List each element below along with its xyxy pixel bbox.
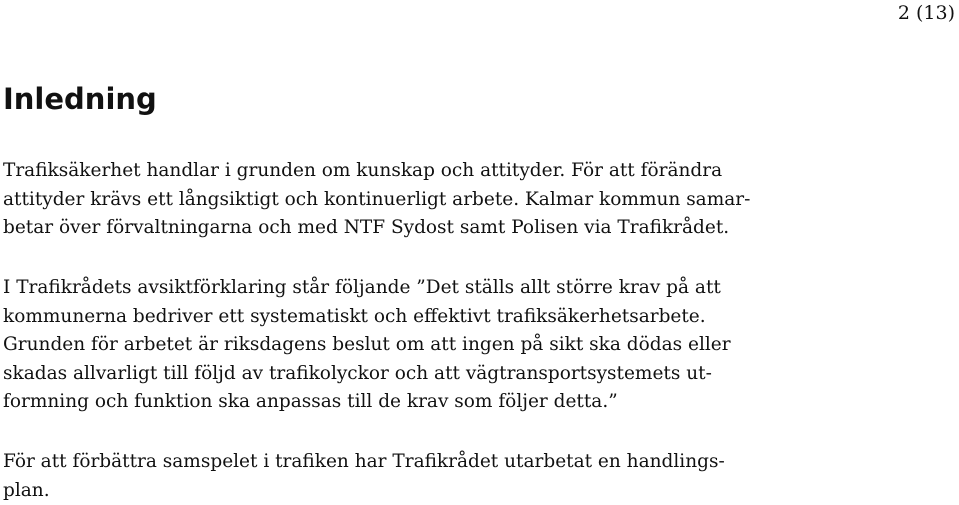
section-heading: Inledning (3, 82, 157, 116)
paragraph-intro (3, 157, 750, 243)
paragraph-quote (3, 274, 731, 417)
paragraph-line: Trafiksäkerhet handlar i grunden om kunskap och attityder. För att förändra (3, 160, 723, 181)
paragraph-line: I Trafikrådets avsiktförklaring står följande ”Det ställs allt större krav på att (3, 277, 721, 298)
paragraph-line: Grunden för arbetet är riksdagens beslut om att ingen på sikt ska dödas eller (3, 334, 731, 356)
paragraph-line: formning och funktion ska anpassas till de krav som följer detta.” (3, 391, 618, 413)
paragraph-line: kommunerna bedriver ett systematiskt och effektivt trafiksäkerhetsarbete. (3, 305, 706, 327)
paragraph-line: betar över förvaltningarna och med NTF Sydost samt Polisen via Trafikrådet. (3, 217, 730, 239)
paragraph-line: skadas allvarligt till följd av trafikolyckor och att vägtransportsystemets ut- (3, 362, 712, 384)
paragraph-line: attityder krävs ett långsiktigt och kontinuerligt arbete. Kalmar kommun samar- (3, 188, 751, 210)
paragraph-line: För att förbättra samspelet i trafiken har Trafikrådet utarbetat en handlings- (3, 451, 725, 472)
page-number: 2 (13) (897, 2, 955, 24)
paragraph-plan (3, 448, 725, 505)
paragraph-line: plan. (3, 479, 50, 501)
